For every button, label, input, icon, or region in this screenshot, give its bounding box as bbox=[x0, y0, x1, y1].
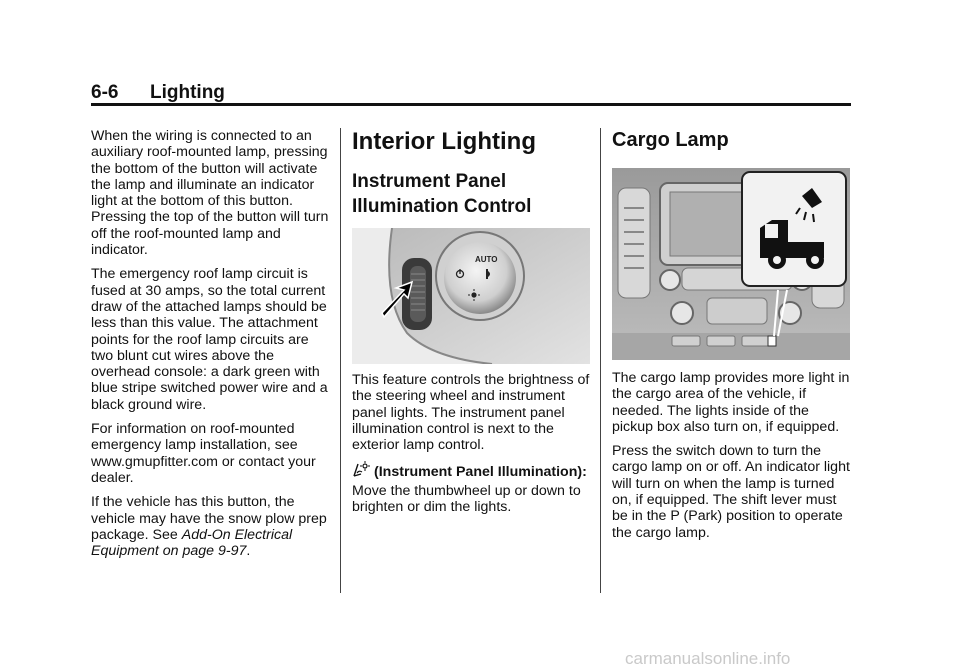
column-divider-1 bbox=[340, 128, 341, 593]
term-paragraph bbox=[352, 461, 592, 515]
cross-reference-link[interactable]: Add-On Electrical Equipment on page 9-97 bbox=[91, 526, 293, 560]
paragraph: This feature controls the brightness of the steering wheel and instrument panel lights. The instrument panel illumination control is next to the exterior lamp control. bbox=[352, 372, 590, 454]
header-rule bbox=[91, 103, 851, 106]
illumination-control-figure bbox=[352, 228, 590, 364]
column-2-body bbox=[352, 372, 592, 523]
paragraph-text: If the vehicle has this button, the vehicle may have the snow plow prep package. See bbox=[91, 494, 327, 543]
column-1 bbox=[91, 128, 331, 567]
paragraph-end: . bbox=[246, 543, 251, 560]
section-number: 6-6 bbox=[91, 82, 119, 103]
subsection-heading: Instrument Panel Illumination Control bbox=[352, 171, 532, 217]
paragraph: Press the switch down to turn the cargo lamp on or off. An indicator light will turn on when the lamp is turned on, if equipped. The shift lever must be in the P (Park) position to operate the cargo lamp. bbox=[612, 443, 850, 541]
knob-auto-label: AUTO bbox=[475, 255, 498, 264]
column-3-body bbox=[612, 370, 852, 549]
page-header bbox=[91, 82, 851, 104]
term-description: Move the thumbwheel up or down to brighten or dim the lights. bbox=[352, 482, 581, 516]
paragraph: The emergency roof lamp circuit is fused at 30 amps, so the total current draw of the attached lamps should be less than this value. The attachment points for the roof lamp circuits are two blunt cut wires above the overhead console: a dark green with blue stripe switched power wire and a black ground wire. bbox=[91, 266, 328, 413]
paragraph-with-reference bbox=[91, 494, 331, 559]
paragraph: The cargo lamp provides more light in the cargo area of the vehicle, if needed. The lights inside of the pickup box also turn on, if equipped. bbox=[612, 370, 850, 435]
watermark: carmanualsonline.info bbox=[625, 649, 791, 668]
instrument-panel-illumination-icon bbox=[352, 461, 370, 482]
section-heading: Interior Lighting bbox=[352, 128, 536, 155]
section-heading-cargo-lamp: Cargo Lamp bbox=[612, 129, 729, 151]
paragraph: For information on roof-mounted emergency lamp installation, see www.gmupfitter.com or contact your dealer. bbox=[91, 421, 316, 486]
cargo-lamp-figure bbox=[612, 168, 850, 360]
term-label: (Instrument Panel Illumination): bbox=[374, 464, 587, 481]
column-2 bbox=[352, 128, 592, 219]
column-divider-2 bbox=[600, 128, 601, 593]
column-3 bbox=[612, 128, 852, 152]
paragraph: When the wiring is connected to an auxiliary roof-mounted lamp, pressing the bottom of the button will activate the lamp and illuminate an indicator light at the bottom of this button. Pressing the top of the button will turn off the roof-mounted lamp and indicator. bbox=[91, 128, 329, 259]
section-title: Lighting bbox=[150, 82, 225, 103]
